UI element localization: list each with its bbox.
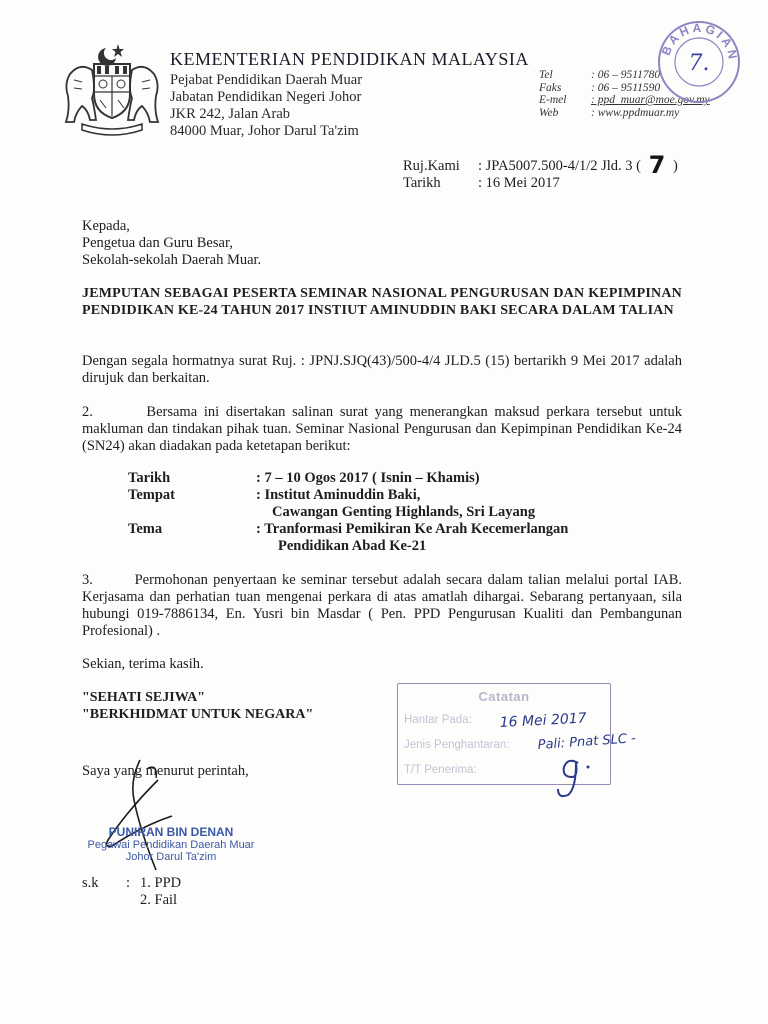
catatan-line: Hantar Pada: bbox=[404, 714, 472, 726]
stamp-text: BAHAGIAN bbox=[658, 20, 741, 63]
reference-block bbox=[403, 151, 678, 192]
slogan-block bbox=[82, 689, 313, 723]
handwritten-date: 16 Mei 2017 bbox=[499, 710, 588, 731]
malaysia-crest-icon bbox=[62, 40, 162, 140]
faks-value: : 06 – 9511590 bbox=[591, 81, 661, 94]
tarikh-label: Tarikh bbox=[403, 175, 441, 191]
slogan-line: "BERKHIDMAT UNTUK NEGARA" bbox=[82, 707, 314, 722]
paragraph-3: 3. Permohonan penyertaan ke seminar tersebut adalah secara dalam talian melalui portal IAB. Kerjasama dan perhatian tuan mengenai perkara di atas amatlah dihargai. Sebarang pertanyaan, sila hubungi 019-7886134, En. Yusri bin Masdar ( Pen. PPD Pengurusan Kualiti dan Pembangunan Profesional) . bbox=[82, 572, 682, 639]
tel-value: : 06 – 9511780 bbox=[591, 69, 661, 81]
detail-tempat-value-2: Cawangan Genting Highlands, Sri Layang bbox=[272, 504, 536, 520]
ruj-label: Ruj.Kami bbox=[403, 158, 460, 174]
stamp-number: 7. bbox=[688, 51, 710, 76]
catatan-line: T/T Penerima: bbox=[404, 764, 477, 776]
catatan-line: Jenis Penghantaran: bbox=[404, 739, 510, 751]
detail-tarikh-label: Tarikh bbox=[128, 470, 171, 486]
letter-subject: JEMPUTAN SEBAGAI PESERTA SEMINAR NASIONAL PENGURUSAN DAN KEPIMPINAN PENDIDIKAN KE-24 TAHUN 2017 INSTIUT AMINUDDIN BAKI SECARA DALAM TALIAN bbox=[82, 286, 682, 318]
closing-order: Saya yang menurut perintah, bbox=[82, 763, 249, 779]
address-line: 84000 Muar, Johor Darul Ta'zim bbox=[170, 123, 359, 139]
paragraph-1: Dengan segala hormatnya surat Ruj. : JPNJ.SJQ(43)/500-4/4 JLD.5 (15) bertarikh 9 Mei 2017 adalah dirujuk dan berkaitan. bbox=[82, 353, 682, 386]
handwritten-note bbox=[390, 705, 720, 805]
officer-name: PUNIRAN BIN DENAN bbox=[108, 825, 234, 839]
officer-title: Pegawai Pendidikan Daerah Muar bbox=[87, 838, 255, 851]
officer-stamp bbox=[86, 826, 256, 864]
detail-tema-value: : Tranformasi Pemikiran Ke Arah Kecemerlangan bbox=[256, 521, 569, 537]
sk-item: 2. Fail bbox=[140, 892, 178, 908]
ruj-close: ) bbox=[673, 158, 678, 174]
address-line: Jabatan Pendidikan Negeri Johor bbox=[170, 89, 362, 105]
web-link[interactable]: : www.ppdmuar.my bbox=[591, 106, 680, 119]
officer-state: Johor Darul Ta'zim bbox=[125, 851, 217, 863]
ministry-title: KEMENTERIAN PENDIDIKAN MALAYSIA bbox=[170, 49, 529, 69]
event-details bbox=[128, 470, 568, 555]
tarikh-value: : 16 Mei 2017 bbox=[478, 175, 560, 191]
detail-tempat-label: Tempat bbox=[128, 487, 175, 503]
received-stamp-icon bbox=[655, 18, 743, 106]
recipient-line: Kepada, bbox=[82, 218, 130, 234]
ruj-handwritten-number: 7 bbox=[648, 151, 666, 179]
email-link[interactable]: : ppd_muar@moe.gov.my bbox=[591, 94, 710, 106]
address-line: JKR 242, Jalan Arab bbox=[170, 106, 291, 122]
recipient-line: Pengetua dan Guru Besar, bbox=[82, 235, 233, 251]
detail-tema-label: Tema bbox=[128, 521, 163, 537]
recipient-line: Sekolah-sekolah Daerah Muar. bbox=[82, 252, 262, 268]
sk-label: s.k bbox=[82, 875, 99, 891]
email-label: E-mel bbox=[539, 94, 567, 106]
sk-item: 1. PPD bbox=[140, 875, 182, 891]
slogan-line: "SEHATI SEJIWA" bbox=[82, 690, 206, 705]
tel-label: Tel bbox=[539, 69, 553, 81]
office-address bbox=[170, 72, 362, 140]
web-label: Web bbox=[539, 106, 559, 119]
address-line: Pejabat Pendidikan Daerah Muar bbox=[170, 72, 363, 88]
handwritten-instruction: Pali: Pnat SLC - bbox=[537, 731, 637, 753]
recipient-block bbox=[82, 218, 261, 269]
paragraph-2: 2. Bersama ini disertakan salinan surat yang menerangkan maksud perkara tersebut untuk makluman dan tindakan pihak tuan. Seminar Nasional Pengurusan dan Kepimpinan Pendidikan Ke-24 (SN24) akan diadakan pada ketetapan berikut: bbox=[82, 404, 682, 454]
closing-thanks: Sekian, terima kasih. bbox=[82, 656, 204, 672]
carbon-copy-block: s.k : 1. PPD 2. Fail bbox=[82, 875, 182, 908]
catatan-title: Catatan bbox=[478, 689, 530, 704]
detail-tarikh-value: : 7 – 10 Ogos 2017 ( Isnin – Khamis) bbox=[256, 470, 480, 486]
detail-tema-value-2: Pendidikan Abad Ke-21 bbox=[278, 538, 427, 554]
ruj-value: : JPA5007.500-4/1/2 Jld. 3 ( bbox=[478, 158, 642, 174]
faks-label: Faks bbox=[539, 81, 562, 94]
detail-tempat-value: : Institut Aminuddin Baki, bbox=[256, 487, 421, 503]
